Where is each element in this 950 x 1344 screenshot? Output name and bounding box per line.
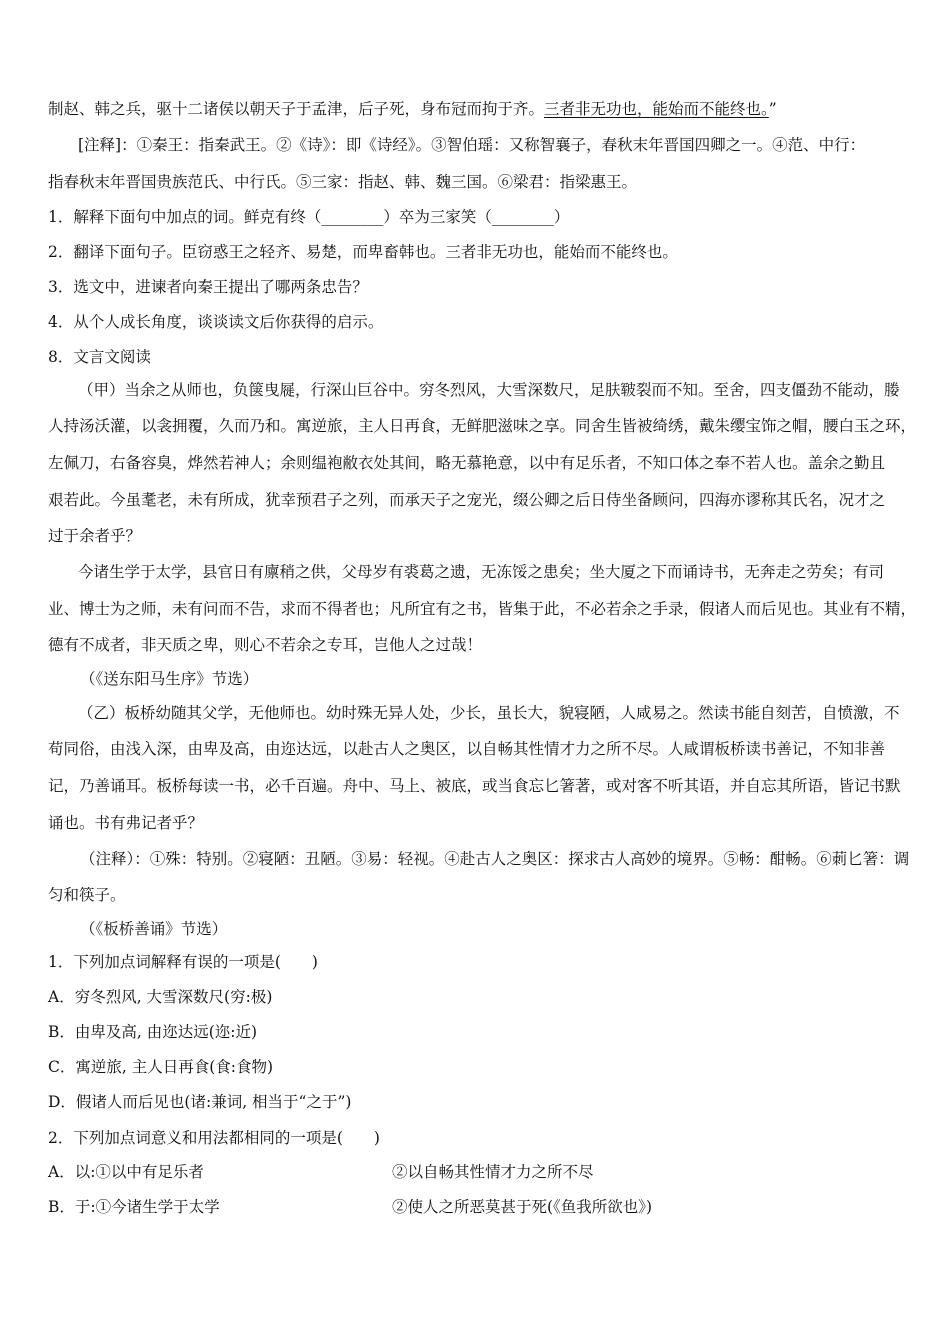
question-3: 3．选文中，进谏者向秦王提出了哪两条忠告？ [48, 278, 368, 296]
passage-yi-line: （乙）板桥幼随其父学，无他师也。幼时殊无异人处，少长，虽长大，貌寝陋，人咸易之。然读书能自刻苦，自愤激，不 [78, 704, 900, 722]
question-1: 1．解释下面句中加点的词。鲜克有终（________）卒为三家笑（________） [48, 208, 570, 226]
question-4: 4．从个人成长角度，谈谈读文后你获得的启示。 [48, 313, 384, 331]
option-a-part-2: ②以自畅其性情才力之所不尽 [392, 1163, 594, 1181]
option-a-row [48, 1161, 908, 1183]
passage-jia-line: 业、博士为之师，未有问而不告，求而不得者也；凡所宜有之书，皆集于此，不必若余之手录，假诸人而后见也。其业有不精， [48, 600, 917, 618]
yi-source: （《板桥善诵》节选） [80, 920, 228, 938]
section-8-heading: 8．文言文阅读 [48, 348, 151, 366]
passage-yi-line: 苟同俗，由浅入深，由卑及高，由迩达远，以赴古人之奥区，以自畅其性情才力之所不尽。人咸谓板桥读书善记，不知非善 [48, 740, 886, 758]
option-c: C．寓逆旅, 主人日再食(食:食物) [48, 1058, 274, 1076]
option-b-part-1: B．于:①今诸生学于太学 [48, 1198, 220, 1216]
yi-notes-line: （注释）：①殊：特别。②寝陋：丑陋。③易：轻视。④赴古人之奥区：探求古人高妙的境界。⑤畅：酣畅。⑥莿匕箸：调 [80, 850, 910, 868]
passage-jia-line: （甲）当余之从师也，负箧曳屣，行深山巨谷中。穷冬烈风，大雪深数尺，足肤皲裂而不知。至舍，四支僵劲不能动，媵 [78, 381, 900, 399]
notes-line-2: 指春秋末年晋国贵族范氏、中行氏。⑤三家：指赵、韩、魏三国。⑥梁君：指梁惠王。 [48, 173, 638, 191]
passage-jia-line: 左佩刀，右备容臭，烨然若神人；余则缊袍敝衣处其间，略无慕艳意，以中有足乐者，不知口体之奉不若人也。盖余之勤且 [48, 454, 886, 472]
passage-jia-line: 过于余者乎？ [48, 527, 142, 545]
passage-jia-line: 艰若此。今虽耄老，未有所成，犹幸预君子之列，而承天子之宠光，缀公卿之后日侍坐备顾问，四海亦谬称其氏名，况才之 [48, 491, 886, 509]
question-2: 2．翻译下面句子。臣窃惑王之轻齐、易楚，而卑畜韩也。三者非无功也，能始而不能终也。 [48, 243, 678, 261]
jia-source: （《送东阳马生序》节选） [80, 670, 259, 688]
option-b-row [48, 1196, 908, 1218]
passage-jia-line: 德有不成者，非天质之卑，则心不若余之专耳，岂他人之过哉！ [48, 636, 483, 654]
passage-yi-line: 诵也。书有弗记者乎？ [48, 814, 204, 832]
option-b-part-2: ②使人之所恶莫甚于死(《鱼我所欲也》) [392, 1198, 653, 1216]
passage-jia-line: 人持汤沃灌，以衾拥覆，久而乃和。寓逆旅，主人日再食，无鲜肥滋味之享。同舍生皆被绮绣，戴朱缨宝饰之帽，腰白玉之环， [48, 417, 917, 435]
notes-line-1: [注释]：①秦王：指秦武王。②《诗》：即《诗经》。③智伯瑶：又称智襄子，春秋末年晋国四卿之一。④范、中行： [78, 136, 866, 154]
passage-closing-line [48, 98, 908, 120]
option-a: A．穷冬烈风, 大雪深数尺(穷:极) [48, 988, 273, 1006]
option-d: D．假诸人而后见也(诸:兼词, 相当于“之于”) [48, 1093, 352, 1111]
passage-text: 制赵、韩之兵，驱十二诸侯以朝天子于孟津，后子死，身布冠而拘于齐。 [48, 100, 545, 118]
closing-quote: ” [768, 100, 777, 118]
mc-question-2: 2．下列加点词意义和用法都相同的一项是( ) [48, 1129, 380, 1147]
yi-notes-line: 匀和筷子。 [48, 886, 126, 904]
underlined-sentence: 三者非无功也，能始而不能终也。 [544, 100, 769, 118]
passage-yi-line: 记，乃善诵耳。板桥每读一书，必千百遍。舟中、马上、被底，或当食忘匕箸著，或对客不听其语，并自忘其所语，皆记书默 [48, 777, 901, 795]
passage-jia-line: 今诸生学于太学，县官日有廪稍之供，父母岁有裘葛之遗，无冻馁之患矣；坐大厦之下而诵诗书，无奔走之劳矣；有司 [78, 563, 885, 581]
option-a-part-1: A．以:①以中有足乐者 [48, 1163, 204, 1181]
option-b: B．由卑及高, 由迩达远(迩:近) [48, 1023, 258, 1041]
mc-question-1: 1．下列加点词解释有误的一项是( ) [48, 953, 318, 971]
